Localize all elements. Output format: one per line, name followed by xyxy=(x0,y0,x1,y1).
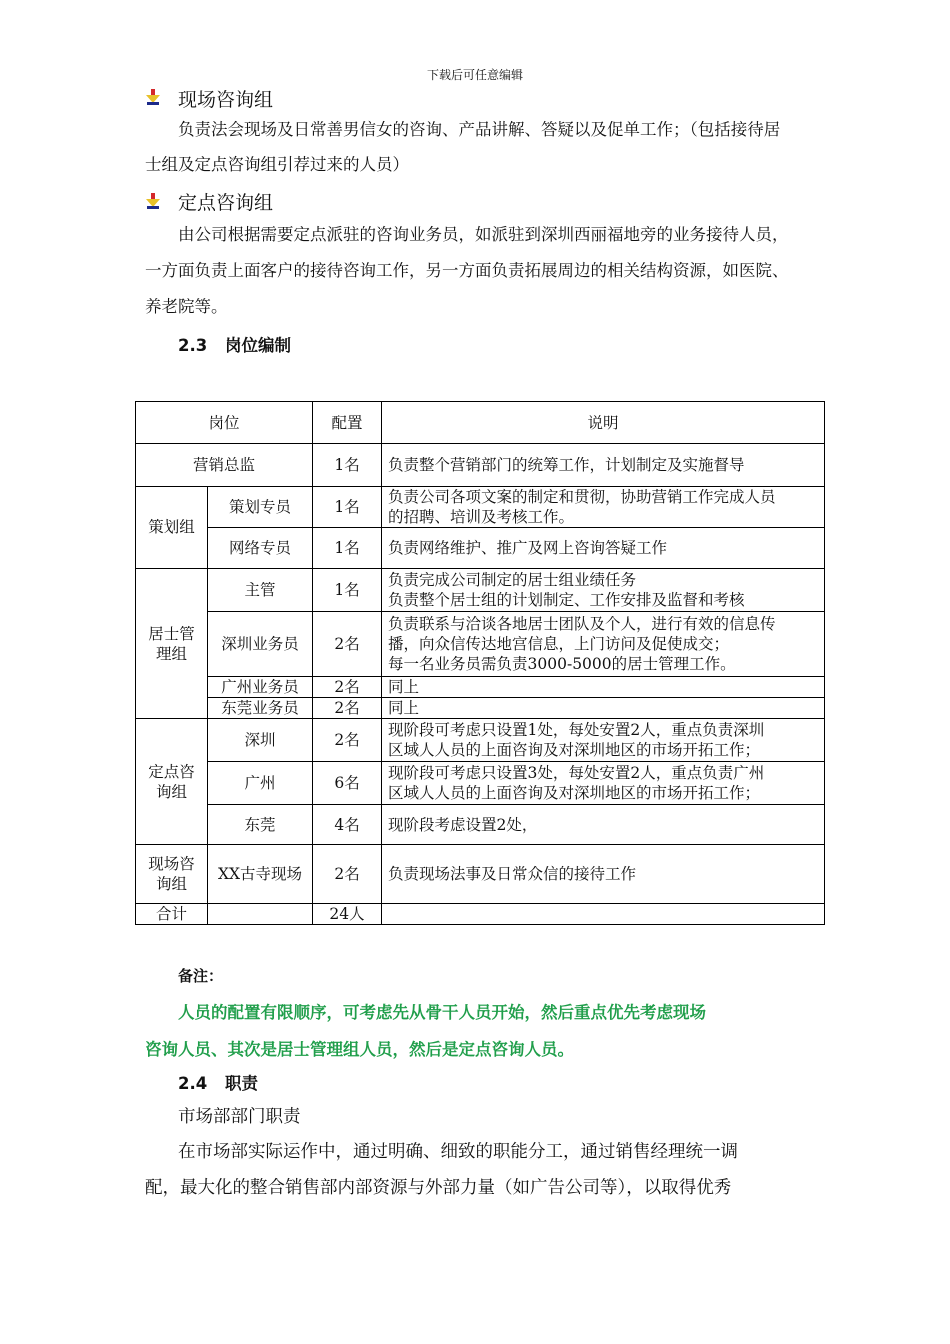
desc-line: 负责完成公司制定的居士组业绩任务 xyxy=(388,570,637,589)
table-total-row xyxy=(136,903,825,924)
desc-line: 播，向众信传达地宫信息，上门访问及促使成交； xyxy=(388,634,730,653)
table-row xyxy=(136,719,825,761)
paragraph-line: 一方面负责上面客户的接待咨询工作，另一方面负责拓展周边的相关结构资源，如医院、 xyxy=(145,261,789,280)
post-cell: 广州 xyxy=(208,761,313,804)
desc-cell: 同上 xyxy=(382,698,825,719)
count-cell: 4名 xyxy=(313,805,382,845)
desc-cell: 负责整个营销部门的统筹工作，计划制定及实施督导 xyxy=(382,444,825,486)
section-heading xyxy=(178,1070,258,1094)
desc-cell xyxy=(382,486,825,527)
desc-cell: 负责网络维护、推广及网上咨询答疑工作 xyxy=(382,527,825,568)
group-line: 询组 xyxy=(155,782,187,801)
paragraph-line: 士组及定点咨询组引荐过来的人员） xyxy=(145,155,409,174)
table-row xyxy=(136,677,825,698)
count-cell: 1名 xyxy=(313,444,382,486)
heading-number: 2.3 xyxy=(178,336,208,355)
count-cell: 2名 xyxy=(313,698,382,719)
desc-line: 负责联系与洽谈各地居士团队及个人，进行有效的信息传 xyxy=(388,614,776,633)
table-row xyxy=(136,444,825,486)
duties-subtitle: 市场部部门职责 xyxy=(178,1107,301,1127)
desc-line: 每一名业务员需负责3000-5000的居士管理工作。 xyxy=(388,654,736,673)
desc-line: 区域人人员的上面咨询及对深圳地区的市场开拓工作； xyxy=(388,783,761,802)
desc-line: 的招聘、培训及考核工作。 xyxy=(388,507,575,526)
desc-line: 区域人人员的上面咨询及对深圳地区的市场开拓工作； xyxy=(388,741,761,760)
post-cell: 策划专员 xyxy=(208,486,313,527)
post-cell: 网络专员 xyxy=(208,527,313,568)
group-cell xyxy=(136,719,208,845)
paragraph-line: 养老院等。 xyxy=(145,297,228,316)
post-cell: 深圳业务员 xyxy=(208,611,313,677)
heading-title: 岗位编制 xyxy=(225,336,291,355)
total-label-cell: 合计 xyxy=(136,903,208,924)
group-line: 询组 xyxy=(155,875,187,894)
table-row xyxy=(136,698,825,719)
group-cell xyxy=(136,845,208,903)
desc-line: 负责公司各项文案的制定和贯彻，协助营销工作完成人员 xyxy=(388,487,776,506)
table-row xyxy=(136,611,825,677)
table-row xyxy=(136,569,825,611)
header-cell: 配置 xyxy=(313,402,382,444)
paragraph-line: 由公司根据需要定点派驻的咨询业务员，如派驻到深圳西丽福地旁的业务接待人员， xyxy=(178,225,789,244)
desc-cell xyxy=(382,569,825,611)
desc-cell xyxy=(382,761,825,804)
post-cell: XX古寺现场 xyxy=(208,845,313,903)
paragraph-line: 在市场部实际运作中，通过明确、细致的职能分工，通过销售经理统一调 xyxy=(178,1142,738,1162)
count-cell: 2名 xyxy=(313,611,382,677)
desc-cell: 负责现场法事及日常众信的接待工作 xyxy=(382,845,825,903)
desc-line: 现阶段可考虑只设置3处，每处安置2人，重点负责广州 xyxy=(388,763,765,782)
desc-line: 负责整个居士组的计划制定、工作安排及监督和考核 xyxy=(388,590,745,609)
header-cell: 说明 xyxy=(382,402,825,444)
count-cell: 2名 xyxy=(313,677,382,698)
count-cell: 6名 xyxy=(313,761,382,804)
post-cell: 东莞 xyxy=(208,805,313,845)
count-cell: 2名 xyxy=(313,845,382,903)
group-cell: 策划组 xyxy=(136,486,208,569)
group-line: 居士管 xyxy=(148,624,195,643)
group-line: 定点咨 xyxy=(148,762,195,781)
heading-title: 职责 xyxy=(225,1074,258,1093)
desc-line: 现阶段可考虑只设置1处，每处安置2人，重点负责深圳 xyxy=(388,721,765,740)
group-line: 现场咨 xyxy=(148,855,195,874)
section-heading xyxy=(178,332,291,356)
empty-cell xyxy=(382,903,825,924)
note-line: 人员的配置有限顺序，可考虑先从骨干人员开始，然后重点优先考虑现场 xyxy=(178,1003,706,1022)
empty-cell xyxy=(208,903,313,924)
post-cell: 主管 xyxy=(208,569,313,611)
table-header-row xyxy=(136,402,825,444)
table-row xyxy=(136,486,825,527)
group-line: 理组 xyxy=(155,644,187,663)
table-row xyxy=(136,761,825,804)
header-cell: 岗位 xyxy=(136,402,313,444)
count-cell: 1名 xyxy=(313,486,382,527)
note-line: 咨询人员、其次是居士管理组人员，然后是定点咨询人员。 xyxy=(145,1040,574,1059)
section-title: 现场咨询组 xyxy=(178,89,274,111)
bullet-arrow-icon xyxy=(145,89,161,105)
post-cell: 广州业务员 xyxy=(208,677,313,698)
bullet-arrow-icon xyxy=(145,193,161,209)
page-header-note: 下载后可任意编辑 xyxy=(426,68,523,82)
post-cell: 营销总监 xyxy=(136,444,313,486)
section-title: 定点咨询组 xyxy=(178,192,274,214)
desc-cell: 现阶段考虑设置2处， xyxy=(382,805,825,845)
staffing-table xyxy=(135,401,825,925)
count-cell: 1名 xyxy=(313,569,382,611)
desc-cell xyxy=(382,719,825,761)
table-row xyxy=(136,805,825,845)
count-cell: 2名 xyxy=(313,719,382,761)
count-cell: 1名 xyxy=(313,527,382,568)
note-title: 备注： xyxy=(178,967,224,985)
post-cell: 东莞业务员 xyxy=(208,698,313,719)
group-cell xyxy=(136,569,208,719)
paragraph-line: 配，最大化的整合销售部内部资源与外部力量（如广告公司等），以取得优秀 xyxy=(145,1178,732,1198)
heading-number: 2.4 xyxy=(178,1074,208,1093)
table-row xyxy=(136,845,825,903)
desc-cell: 同上 xyxy=(382,677,825,698)
paragraph-line: 负责法会现场及日常善男信女的咨询、产品讲解、答疑以及促单工作；（包括接待居 xyxy=(178,120,781,139)
total-count-cell: 24人 xyxy=(313,903,382,924)
table-row xyxy=(136,527,825,568)
desc-cell xyxy=(382,611,825,677)
post-cell: 深圳 xyxy=(208,719,313,761)
